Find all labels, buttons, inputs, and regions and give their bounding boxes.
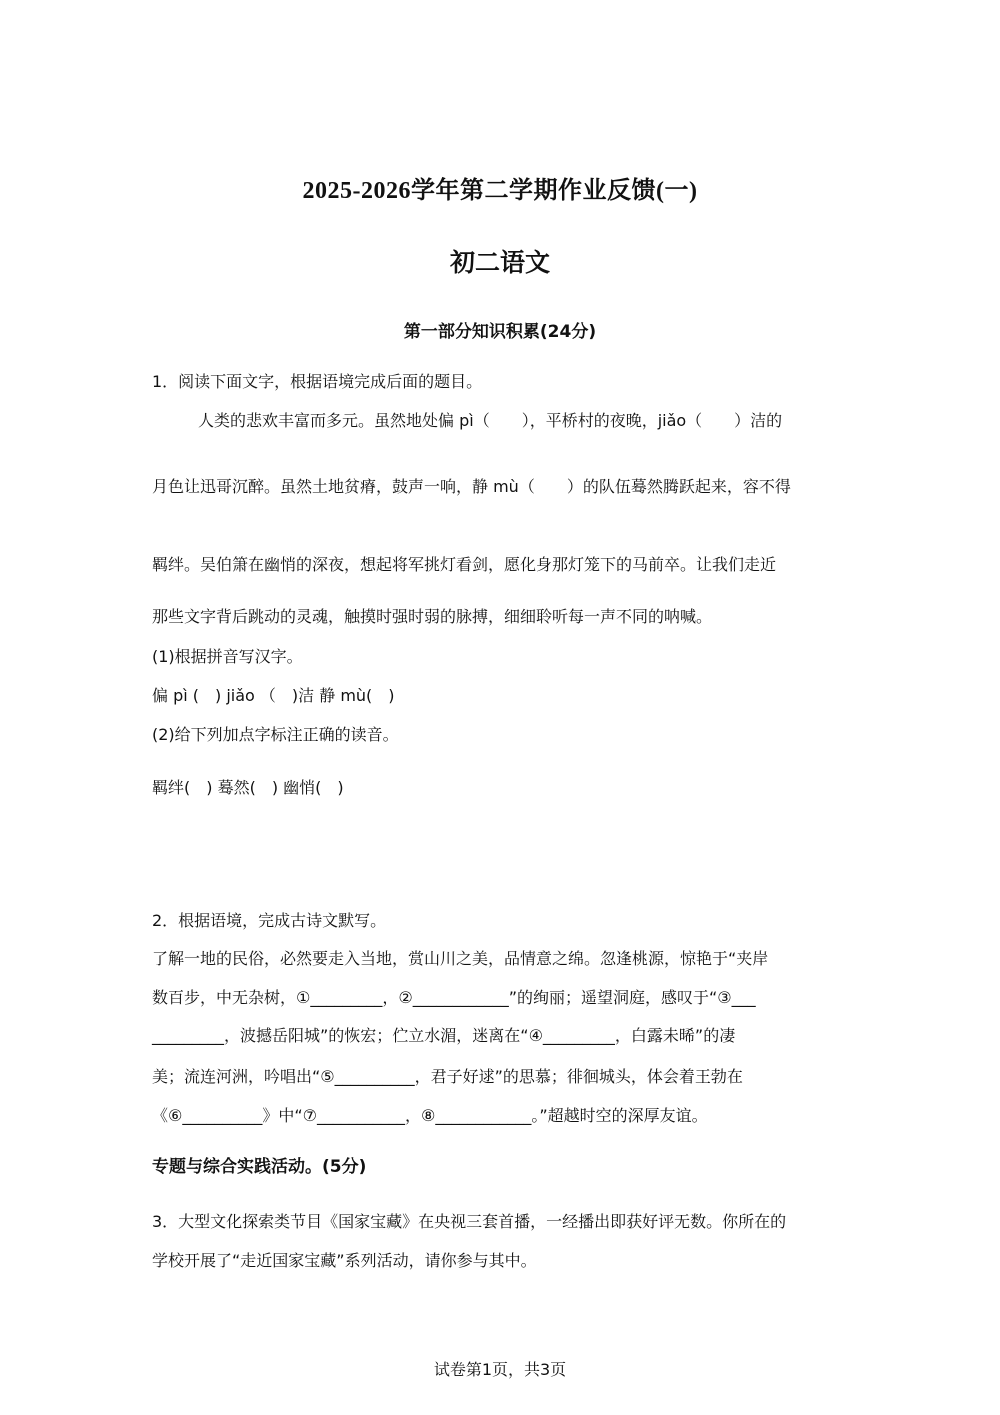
q1-passage-line: 羁绊。吴伯箫在幽悄的深夜，想起将军挑灯看剑，愿化身那灯笼下的马前卒。让我们走近 xyxy=(152,555,777,574)
q1-passage-line: 那些文字背后跳动的灵魂，触摸时强时弱的脉搏，细细聆听每一声不同的呐喊。 xyxy=(152,607,713,626)
q1-sub1-prompt: (1)根据拼音写汉字。 xyxy=(152,647,303,666)
part1-heading: 第一部分知识积累(24分) xyxy=(403,322,597,342)
q3-line: 学校开展了“走近国家宝藏”系列活动，请你参与其中。 xyxy=(152,1251,537,1270)
q3-line: 3．大型文化探索类节目《国家宝藏》在央视三套首播，一经播出即获好评无数。你所在的 xyxy=(152,1212,787,1231)
q1-sub2-prompt: (2)给下列加点字标注正确的读音。 xyxy=(152,725,399,744)
q2-line: 《⑥__________》中“⑦___________，⑧____________。”超越时空的深厚友谊。 xyxy=(152,1106,708,1125)
q2-line: 数百步，中无杂树，①_________，②____________”的绚丽；遥望洞庭，感叹于“③___ xyxy=(152,988,756,1007)
q1-passage-line: 人类的悲欢丰富而多元。虽然地处偏 pì（ ），平桥村的夜晚，jiǎo（ ）洁的 xyxy=(198,411,783,430)
page-footer: 试卷第1页，共3页 xyxy=(433,1360,567,1379)
q2-line: _________，波撼岳阳城”的恢宏；伫立水湄，迷离在“④_________，白露未晞”的凄 xyxy=(152,1026,736,1045)
q2-line: 了解一地的民俗，必然要走入当地，赏山川之美，品情意之绵。忽逢桃源，惊艳于“夹岸 xyxy=(152,949,769,968)
q1-prompt: 1．阅读下面文字，根据语境完成后面的题目。 xyxy=(152,372,483,391)
q1-sub1-answer-line: 偏 pì ( ) jiǎo （ )洁 静 mù( ) xyxy=(152,686,395,705)
q2-prompt: 2．根据语境，完成古诗文默写。 xyxy=(152,911,387,930)
q2-line: 美；流连河洲，吟唱出“⑤__________，君子好逑”的思慕；徘徊城头，体会着王勃在 xyxy=(152,1067,743,1086)
part2-heading: 专题与综合实践活动。(5分) xyxy=(152,1157,367,1177)
exam-subject: 初二语文 xyxy=(449,248,550,277)
q1-passage-line: 月色让迅哥沉醉。虽然土地贫瘠，鼓声一响，静 mù（ ）的队伍蓦然腾跃起来，容不得 xyxy=(152,477,791,496)
q1-sub2-answer-line: 羁绊( ) 蓦然( ) 幽悄( ) xyxy=(152,778,344,797)
exam-title: 2025-2026学年第二学期作业反馈(一) xyxy=(302,178,698,204)
